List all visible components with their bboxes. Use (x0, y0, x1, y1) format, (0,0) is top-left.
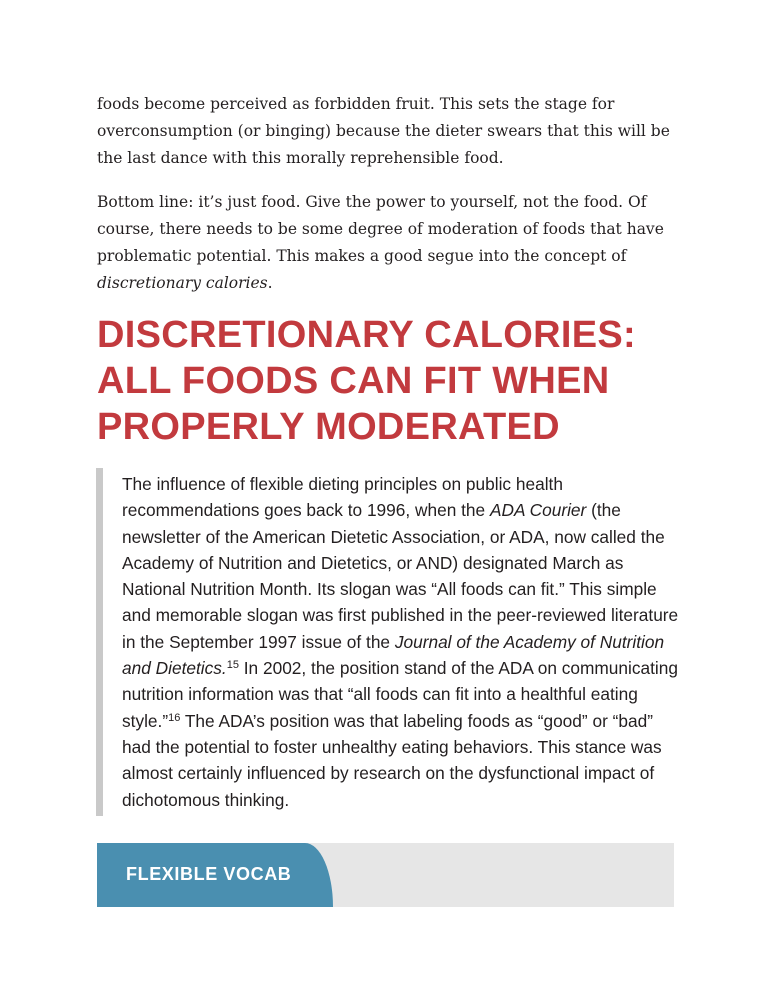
heading-line-2: ALL FOODS CAN FIT WHEN (97, 360, 610, 402)
block-quote (122, 471, 682, 813)
flexible-vocab-tab (97, 843, 333, 907)
quote-italic-2: Journal of the Academy of Nutrition and Dietetics. (122, 631, 665, 679)
body-paragraph-1: foods become perceived as forbidden fruit. This sets the stage for overconsumption (or binging) because the dieter swears that this will be the last dance with this morally reprehensible food. (97, 95, 670, 167)
quote-bar (96, 468, 103, 816)
paragraph-2-emphasis: discretionary calories (97, 274, 268, 292)
quote-text-4: The ADA’s position was that labeling foods as “good” or “bad” had the potential to foster unhealthy eating behaviors. This stance was almost certainly influenced by research on the dysfunctional impact of dichotomous thinking. (122, 710, 662, 810)
flexible-vocab-label: FLEXIBLE VOCAB (126, 864, 292, 884)
heading-line-1: DISCRETIONARY CALORIES: (97, 314, 636, 356)
citation-16: 16 (168, 711, 181, 724)
quote-italic-1: ADA Courier (489, 500, 587, 521)
paragraph-2-end: . (267, 274, 273, 292)
body-paragraph-2 (97, 189, 677, 297)
flexible-vocab-box (97, 843, 674, 907)
heading-line-3: PROPERLY MODERATED (97, 406, 560, 448)
citation-15: 15 (226, 659, 239, 672)
quote-text-3: In 2002, the position stand of the ADA on communicating nutrition information was that “all foods can fit into a healthful eating style.” (122, 658, 678, 731)
quote-text-1: The influence of flexible dieting principles on public health recommendations goes back to 1996, when the (122, 474, 563, 521)
quote-text-2: (the newsletter of the American Dietetic Association, or ADA, now called the Academy of Nutrition and Dietetics, or AND) designated March as National Nutrition Month. Its slogan was “All foods can fit.” This simple and memorable slogan was first published in the peer-reviewed literature in the September 1997 issue of the (122, 500, 679, 652)
paragraph-2-text: Bottom line: it’s just food. Give the power to yourself, not the food. Of course, there needs to be some degree of moderation of foods that have problematic potential. This makes a good segue into the concept of (97, 193, 664, 265)
section-heading (97, 312, 697, 450)
